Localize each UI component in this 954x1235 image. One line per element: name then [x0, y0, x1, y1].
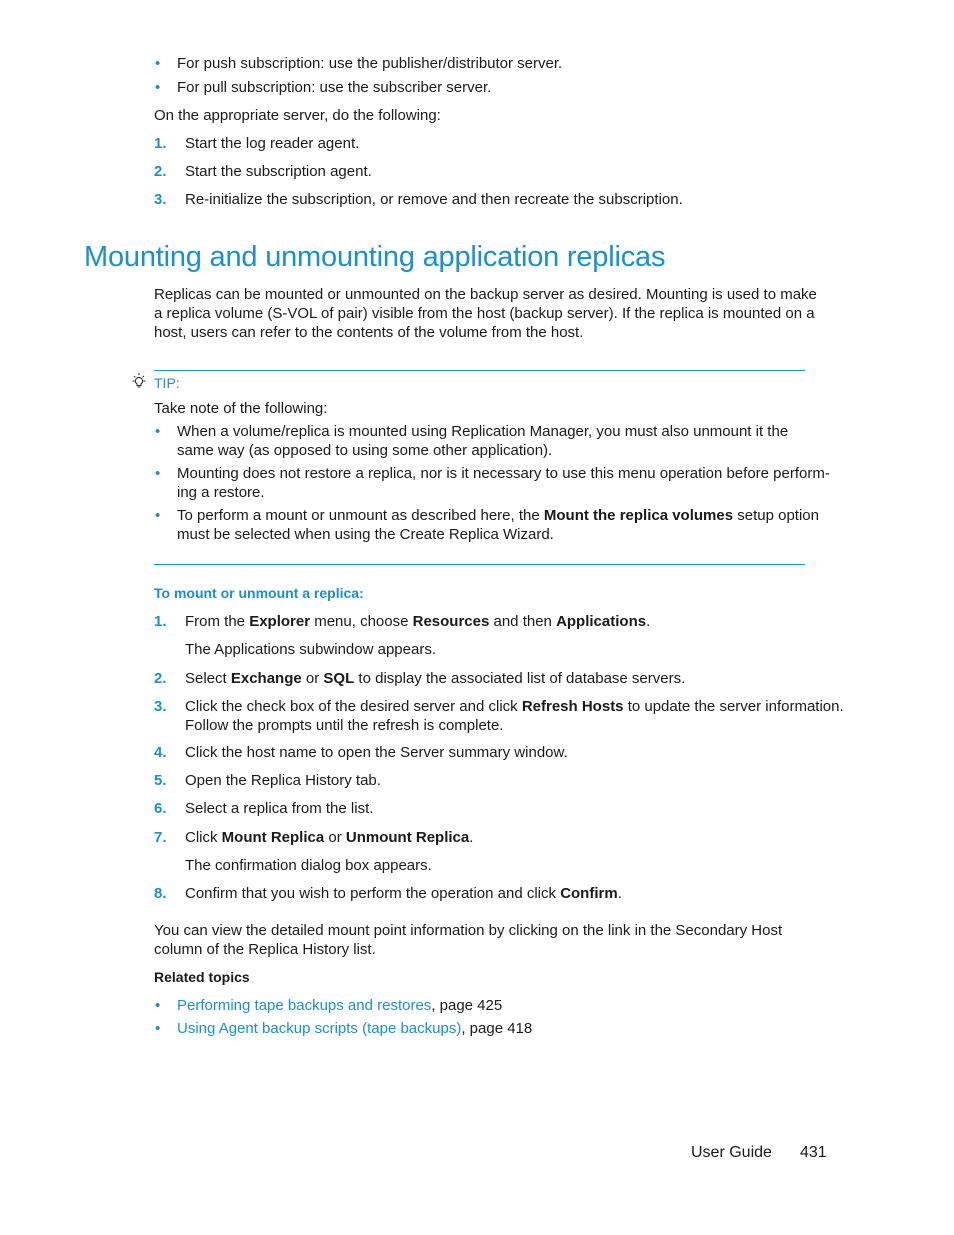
ui-term: Resources [412, 613, 490, 630]
closing-line: You can view the detailed mount point information by clicking on the link in the Secondary Host [154, 922, 783, 939]
tip-intro: Take note of the following: [154, 400, 328, 417]
tip-bullet-line: Mounting does not restore a replica, nor is it necessary to use this menu operation before perform- [177, 465, 830, 482]
intro-paragraph: On the appropriate server, do the following: [154, 107, 441, 124]
step-number: 8. [154, 885, 167, 902]
procedure-step-6: Select a replica from the list. [185, 800, 374, 817]
step-text: Click the check box of the desired server and click [185, 698, 522, 715]
procedure-step-1 [185, 612, 650, 631]
step-text: to display the associated list of database servers. [354, 670, 686, 687]
step-text: Confirm that you wish to perform the operation and click [185, 885, 561, 902]
step-number: 2. [154, 670, 167, 687]
intro-bullet-1: For push subscription: use the publisher/distributor server. [177, 55, 563, 72]
step-1-result: The Applications subwindow appears. [185, 641, 436, 658]
body-paragraph [154, 285, 817, 342]
related-item-1 [177, 996, 502, 1015]
tip-top-rule [154, 370, 805, 371]
tip-bullet-2 [177, 464, 830, 502]
procedure-step-5: Open the Replica History tab. [185, 772, 381, 789]
step-text: Click [185, 829, 222, 846]
procedure-step-2 [185, 669, 685, 688]
page-ref: , page 418 [461, 1020, 533, 1037]
ui-term: SQL [323, 670, 355, 687]
closing-paragraph [154, 921, 782, 959]
tip-bullet-line: same way (as opposed to using some other application). [177, 442, 553, 459]
step-number: 1. [154, 613, 167, 630]
footer-guide-name: User Guide [691, 1144, 772, 1161]
procedure-step-8 [185, 884, 622, 903]
tip-label: TIP: [154, 375, 180, 391]
ui-term: Refresh Hosts [521, 698, 624, 715]
procedure-title: To mount or unmount a replica: [154, 585, 364, 601]
ui-term: Unmount Replica [345, 829, 470, 846]
step-text: . [646, 613, 651, 630]
ui-term: Confirm [560, 885, 618, 902]
closing-line: column of the Replica History list. [154, 941, 376, 958]
body-line: host, users can refer to the contents of the volume from the host. [154, 324, 584, 341]
procedure-step-7 [185, 828, 473, 847]
step-line: Follow the prompts until the refresh is complete. [185, 717, 504, 734]
tip-text: To perform a mount or unmount as described here, the [177, 507, 544, 524]
ui-term: Exchange [230, 670, 302, 687]
tip-bullet-line [177, 506, 819, 525]
related-topics-title: Related topics [154, 969, 250, 985]
related-item-2 [177, 1019, 532, 1038]
intro-step-1: Start the log reader agent. [185, 135, 360, 152]
bullet-marker: • [155, 423, 161, 440]
step-text: Select [185, 670, 231, 687]
body-line: Replicas can be mounted or unmounted on the backup server as desired. Mounting is used to make [154, 286, 817, 303]
related-link-agent-scripts[interactable]: Using Agent backup scripts (tape backups) [177, 1020, 462, 1037]
step-text: . [617, 885, 622, 902]
bullet-marker: • [155, 79, 161, 96]
ui-term: Explorer [249, 613, 311, 630]
tip-bold-term: Mount the replica volumes [543, 507, 734, 524]
step-text: or [301, 670, 324, 687]
step-text: or [324, 829, 346, 846]
step-number: 7. [154, 829, 167, 846]
step-text: From the [185, 613, 250, 630]
bullet-marker: • [155, 465, 161, 482]
step-text: and then [489, 613, 557, 630]
tip-text: setup option [733, 507, 819, 524]
tip-bottom-rule [154, 564, 805, 565]
step-text: . [469, 829, 474, 846]
section-heading: Mounting and unmounting application replicas [84, 241, 666, 273]
page-ref: , page 425 [431, 997, 503, 1014]
ui-term: Applications [556, 613, 647, 630]
bullet-marker: • [155, 997, 161, 1014]
intro-step-2: Start the subscription agent. [185, 163, 372, 180]
step-number: 5. [154, 772, 167, 789]
ui-term: Mount Replica [221, 829, 325, 846]
procedure-step-3 [185, 697, 844, 735]
step-7-result: The confirmation dialog box appears. [185, 857, 432, 874]
bullet-marker: • [155, 55, 161, 72]
step-text: to update the server information. [623, 698, 844, 715]
step-number: 6. [154, 800, 167, 817]
intro-bullet-2: For pull subscription: use the subscriber server. [177, 79, 492, 96]
body-line: a replica volume (S-VOL of pair) visible from the host (backup server). If the replica is mounted on a [154, 305, 815, 322]
tip-bullet-1 [177, 422, 788, 460]
tip-bullet-3 [177, 506, 819, 544]
tip-bullet-line: When a volume/replica is mounted using Replication Manager, you must also unmount it the [177, 423, 789, 440]
step-text: menu, choose [310, 613, 413, 630]
bullet-marker: • [155, 507, 161, 524]
step-line [185, 697, 844, 716]
page-number: 431 [800, 1144, 827, 1161]
tip-bullet-line: must be selected when using the Create Replica Wizard. [177, 526, 554, 543]
step-number: 3. [154, 698, 167, 715]
step-number: 2. [154, 163, 167, 180]
lightbulb-icon [129, 372, 149, 392]
intro-step-3: Re-initialize the subscription, or remove and then recreate the subscription. [185, 191, 683, 208]
procedure-step-4: Click the host name to open the Server summary window. [185, 744, 568, 761]
related-link-tape-backups[interactable]: Performing tape backups and restores [177, 997, 432, 1014]
step-number: 1. [154, 135, 167, 152]
tip-bullet-line: ing a restore. [177, 484, 265, 501]
bullet-marker: • [155, 1020, 161, 1037]
step-number: 4. [154, 744, 167, 761]
step-number: 3. [154, 191, 167, 208]
